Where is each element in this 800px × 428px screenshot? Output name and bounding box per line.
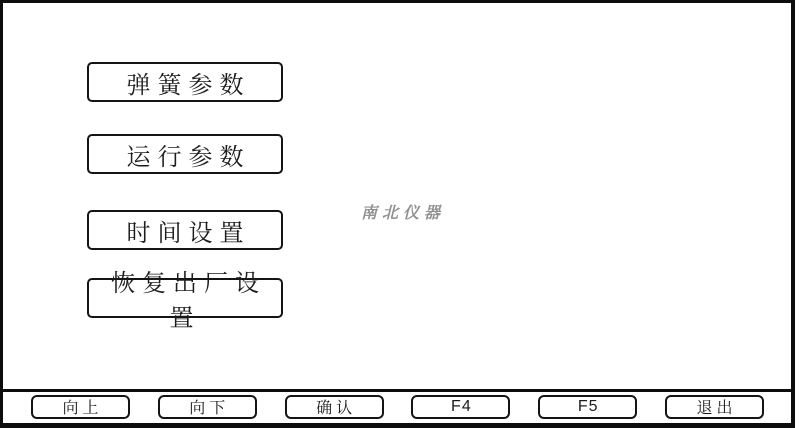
softkey-f4-button[interactable]: F4: [411, 395, 510, 419]
softkey-f5-button[interactable]: F5: [538, 395, 637, 419]
softkey-confirm-button[interactable]: 确认: [285, 395, 384, 419]
menu-button-run-params[interactable]: 运行参数: [87, 134, 283, 174]
menu-button-spring-params[interactable]: 弹簧参数: [87, 62, 283, 102]
menu-button-factory-reset[interactable]: 恢复出厂设置: [87, 278, 283, 318]
softkey-down-button[interactable]: 向下: [158, 395, 257, 419]
softkey-bar: [3, 389, 791, 423]
softkey-up-button[interactable]: 向上: [31, 395, 130, 419]
menu-button-time-settings[interactable]: 时间设置: [87, 210, 283, 250]
settings-menu-area: [3, 3, 791, 389]
watermark-brand-text: 南北仪器: [361, 203, 446, 222]
softkey-exit-button[interactable]: 退出: [665, 395, 764, 419]
